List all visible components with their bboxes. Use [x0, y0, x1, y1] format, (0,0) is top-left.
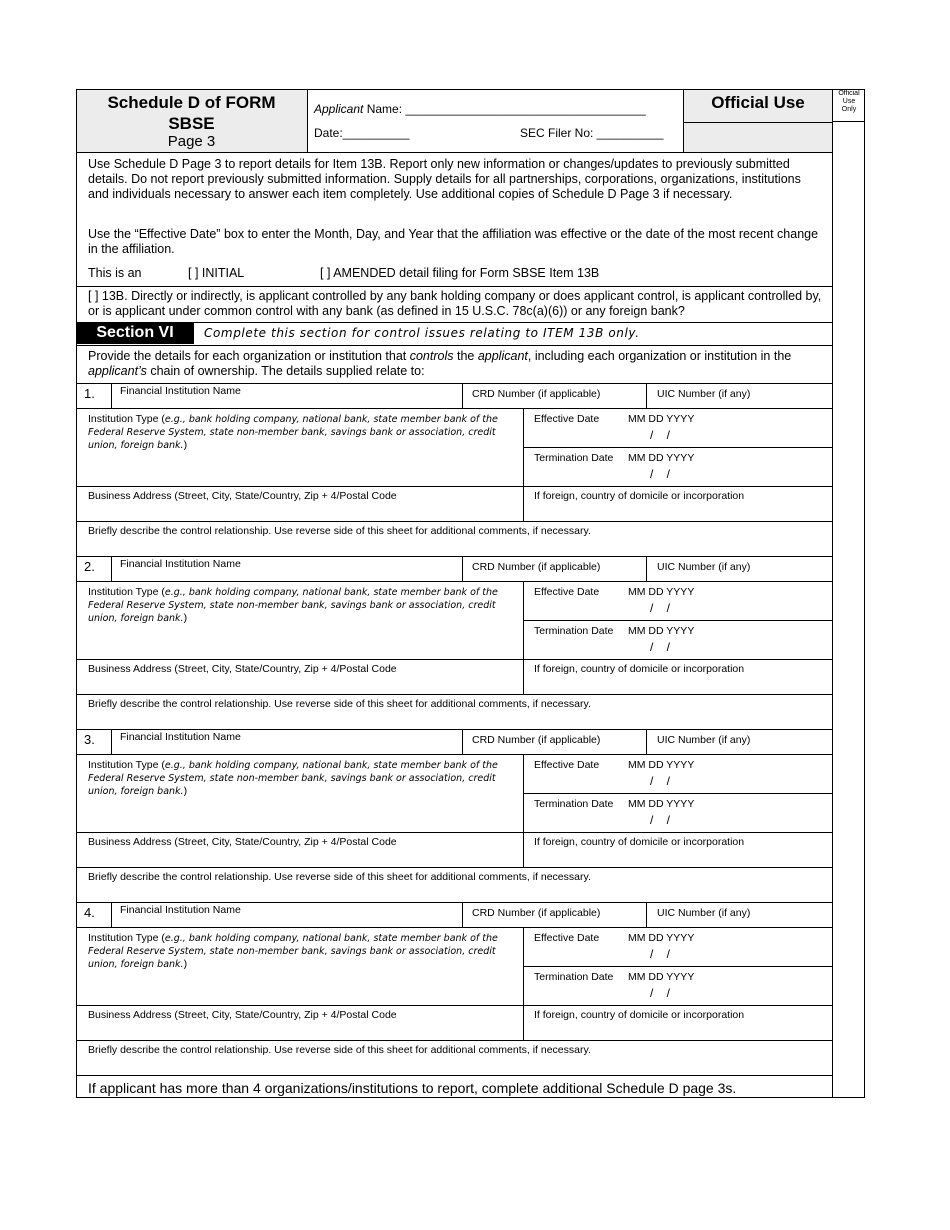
rule: [646, 902, 647, 927]
termination-date-field[interactable]: Termination Date: [534, 798, 614, 810]
effective-date-format: MM DD YYYY: [628, 759, 695, 771]
foreign-country-field[interactable]: If foreign, country of domicile or incorporation: [534, 490, 745, 502]
filing-type-label: This is an: [88, 266, 142, 280]
business-address-field[interactable]: Business Address (Street, City, State/Country, Zip + 4/Postal Code: [88, 490, 397, 502]
crd-number-field[interactable]: CRD Number (if applicable): [472, 734, 601, 746]
business-address-field[interactable]: Business Address (Street, City, State/Country, Zip + 4/Postal Code: [88, 1009, 397, 1021]
applicant-name-field[interactable]: Applicant Name: ____________________________________: [314, 102, 646, 116]
rule: [646, 729, 647, 754]
business-address-field[interactable]: Business Address (Street, City, State/Country, Zip + 4/Postal Code: [88, 836, 397, 848]
question-13b[interactable]: [ ] 13B. Directly or indirectly, is applicant controlled by any bank holding company or does applicant control, is applicant controlled by, or is applicant under common control with any bank (as defined in 15 U.S.C. 78c(a)(6)) or any foreign bank?: [88, 289, 822, 318]
rule: [523, 447, 833, 448]
rule: [111, 383, 112, 408]
institution-type-field[interactable]: Institution Type (e.g., bank holding company, national bank, state member bank of the Federal Reserve System, state non-member bank, savings bank or association, credit union, foreign bank.): [88, 586, 498, 624]
section-intro: Provide the details for each organization or institution that controls the applicant, including each organization or institution in the applicant’s chain of ownership. The details supplied relate to:: [88, 349, 792, 378]
rule: [462, 383, 463, 408]
item-number: 4.: [84, 905, 95, 920]
termination-date-format: MM DD YYYY: [628, 625, 695, 637]
crd-number-field[interactable]: CRD Number (if applicable): [472, 388, 601, 400]
footer-note: If applicant has more than 4 organizations/institutions to report, complete additional Schedule D page 3s.: [88, 1080, 737, 1096]
rule: [76, 383, 833, 384]
effective-date-field[interactable]: Effective Date: [534, 932, 600, 944]
rule: [76, 408, 833, 409]
rule: [523, 754, 524, 867]
effective-date-slashes: / /: [650, 774, 671, 788]
form-title-line2: SBSE: [168, 114, 215, 133]
effective-date-slashes: / /: [650, 947, 671, 961]
sec-filer-field[interactable]: SEC Filer No: __________: [520, 126, 664, 140]
section-title: Section VI: [76, 322, 194, 344]
business-address-field[interactable]: Business Address (Street, City, State/Country, Zip + 4/Postal Code: [88, 663, 397, 675]
financial-institution-name-field[interactable]: Financial Institution Name: [120, 385, 241, 397]
official-use-only-label: Official Use Only: [838, 90, 860, 113]
termination-date-slashes: / /: [650, 467, 671, 481]
termination-date-format: MM DD YYYY: [628, 452, 695, 464]
rule: [523, 793, 833, 794]
uic-number-field[interactable]: UIC Number (if any): [657, 734, 751, 746]
uic-number-field[interactable]: UIC Number (if any): [657, 388, 751, 400]
termination-date-field[interactable]: Termination Date: [534, 971, 614, 983]
institution-type-field[interactable]: Institution Type (e.g., bank holding company, national bank, state member bank of the Federal Reserve System, state non-member bank, savings bank or association, credit union, foreign bank.): [88, 932, 498, 970]
rule: [462, 902, 463, 927]
amended-checkbox[interactable]: [ ] AMENDED detail filing for Form SBSE Item 13B: [320, 266, 600, 280]
rule: [76, 521, 833, 522]
termination-date-field[interactable]: Termination Date: [534, 452, 614, 464]
item-number: 2.: [84, 559, 95, 574]
rule: [76, 581, 833, 582]
crd-number-field[interactable]: CRD Number (if applicable): [472, 907, 601, 919]
instructions-para-1: Use Schedule D Page 3 to report details for Item 13B. Report only new information or changes/updates to previously submitted details. Do not report previously submitted information. Supply details for all partnerships, corporations, organizations, institutions and individuals necessary to answer each item completely. Use additional copies of Schedule D Page 3 if necessary.: [88, 157, 801, 201]
control-relationship-field[interactable]: Briefly describe the control relationship. Use reverse side of this sheet for additional comments, if necessary.: [88, 871, 591, 883]
foreign-country-field[interactable]: If foreign, country of domicile or incorporation: [534, 1009, 745, 1021]
rule: [523, 620, 833, 621]
rule: [76, 867, 833, 868]
rule: [111, 902, 112, 927]
uic-number-field[interactable]: UIC Number (if any): [657, 561, 751, 573]
termination-date-slashes: / /: [650, 813, 671, 827]
effective-date-format: MM DD YYYY: [628, 586, 695, 598]
form-title-line1: Schedule D of FORM: [107, 93, 276, 112]
effective-date-slashes: / /: [650, 428, 671, 442]
effective-date-format: MM DD YYYY: [628, 413, 695, 425]
control-relationship-field[interactable]: Briefly describe the control relationship. Use reverse side of this sheet for additional comments, if necessary.: [88, 525, 591, 537]
termination-date-field[interactable]: Termination Date: [534, 625, 614, 637]
rule: [76, 729, 833, 730]
initial-checkbox[interactable]: [ ] INITIAL: [188, 266, 245, 280]
effective-date-field[interactable]: Effective Date: [534, 586, 600, 598]
rule: [462, 556, 463, 581]
rule: [646, 383, 647, 408]
termination-date-slashes: / /: [650, 986, 671, 1000]
crd-number-field[interactable]: CRD Number (if applicable): [472, 561, 601, 573]
item-number: 1.: [84, 386, 95, 401]
date-field[interactable]: Date:__________: [314, 126, 410, 140]
rule: [523, 408, 524, 521]
termination-date-slashes: / /: [650, 640, 671, 654]
instructions-para-2: Use the “Effective Date” box to enter the Month, Day, and Year that the affiliation was effective or the date of the most recent change in the affiliation.: [88, 227, 819, 256]
rule: [523, 927, 524, 1040]
official-use-box: [684, 123, 832, 152]
control-relationship-field[interactable]: Briefly describe the control relationship. Use reverse side of this sheet for additional comments, if necessary.: [88, 698, 591, 710]
rule: [76, 1005, 833, 1006]
effective-date-field[interactable]: Effective Date: [534, 413, 600, 425]
rule: [76, 556, 833, 557]
financial-institution-name-field[interactable]: Financial Institution Name: [120, 904, 241, 916]
foreign-country-field[interactable]: If foreign, country of domicile or incorporation: [534, 836, 745, 848]
effective-date-slashes: / /: [650, 601, 671, 615]
institution-type-field[interactable]: Institution Type (e.g., bank holding company, national bank, state member bank of the Federal Reserve System, state non-member bank, savings bank or association, credit union, foreign bank.): [88, 759, 498, 797]
official-use-label: Official Use: [711, 93, 805, 112]
rule: [462, 729, 463, 754]
rule: [523, 581, 524, 694]
institution-type-field[interactable]: Institution Type (e.g., bank holding company, national bank, state member bank of the Federal Reserve System, state non-member bank, savings bank or association, credit union, foreign bank.): [88, 413, 498, 451]
rule: [111, 729, 112, 754]
effective-date-field[interactable]: Effective Date: [534, 759, 600, 771]
rule: [111, 556, 112, 581]
rule: [646, 556, 647, 581]
rule: [76, 659, 833, 660]
item-number: 3.: [84, 732, 95, 747]
page-number: Page 3: [167, 133, 216, 150]
effective-date-format: MM DD YYYY: [628, 932, 695, 944]
rule: [76, 694, 833, 695]
rule: [76, 832, 833, 833]
rule: [523, 966, 833, 967]
termination-date-format: MM DD YYYY: [628, 971, 695, 983]
financial-institution-name-field[interactable]: Financial Institution Name: [120, 731, 241, 743]
rule: [76, 754, 833, 755]
rule: [76, 486, 833, 487]
uic-number-field[interactable]: UIC Number (if any): [657, 907, 751, 919]
rule: [76, 902, 833, 903]
termination-date-format: MM DD YYYY: [628, 798, 695, 810]
rule: [76, 927, 833, 928]
control-relationship-field[interactable]: Briefly describe the control relationship. Use reverse side of this sheet for additional comments, if necessary.: [88, 1044, 591, 1056]
financial-institution-name-field[interactable]: Financial Institution Name: [120, 558, 241, 570]
foreign-country-field[interactable]: If foreign, country of domicile or incorporation: [534, 663, 745, 675]
section-description: Complete this section for control issues relating to ITEM 13B only.: [204, 326, 640, 340]
rule: [76, 1040, 833, 1041]
